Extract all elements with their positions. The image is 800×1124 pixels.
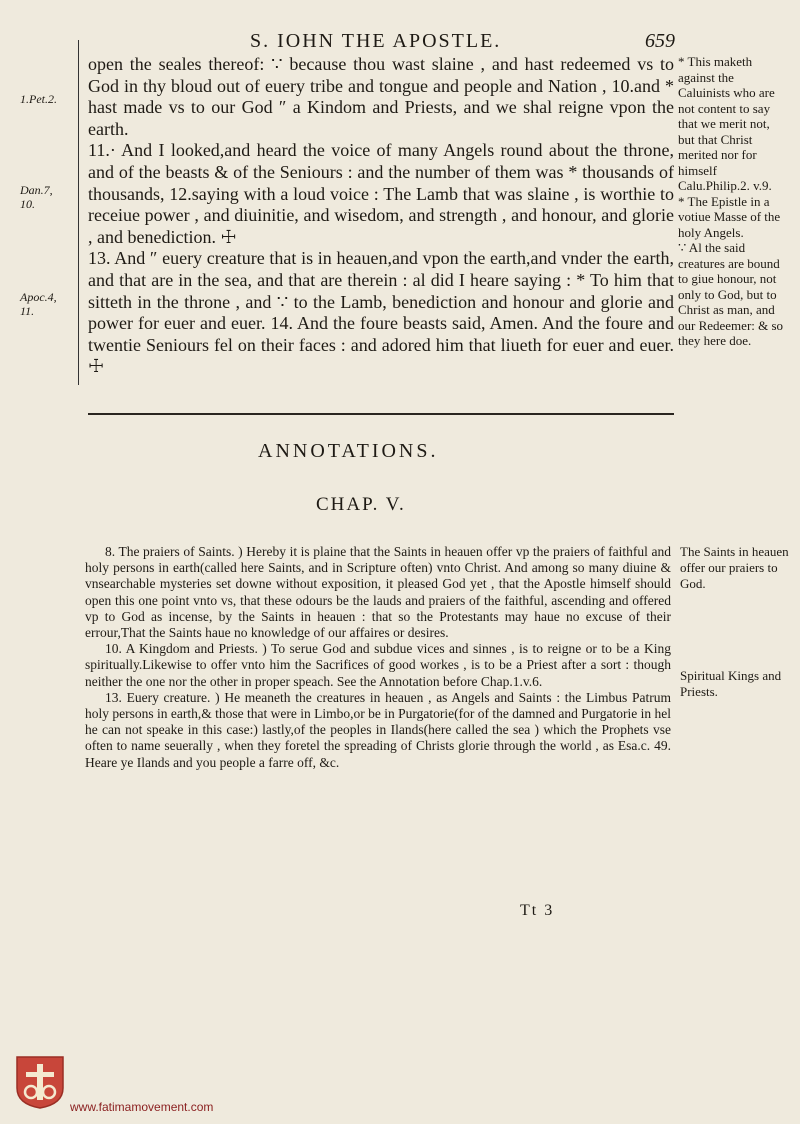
website-link[interactable]: www.fatimamovement.com: [70, 1100, 214, 1114]
running-title: S. IOHN THE APOSTLE.: [250, 30, 502, 52]
annotation-margin-note: Spiritual Kings and Priests.: [680, 668, 782, 699]
right-note: * This maketh against the Caluinists who are not content to say that we merit not, but that Christ merited nor for himself Calu.Philip.2. v.9.: [678, 54, 775, 193]
annotations-body: [85, 544, 671, 771]
left-margin-note-3: Apoc.4, 11.: [20, 290, 57, 318]
right-note: * The Epistle in a votiue Masse of the holy Angels.: [678, 193, 781, 240]
scripture-text: [88, 54, 674, 378]
catchword: Tt 3: [520, 902, 555, 919]
page-number: 659: [645, 30, 675, 52]
annotation-10: 10. A Kingdom and Priests. ) To serue God and subdue vices and sinnes , is to reigne or to be a King spiritually.Likewise to offer vnto him the Sacrifices of good workes , is to be a Priest after a sort : though neither the one nor the other in proper speach. See the Annotation before Chap.1.v.6.: [85, 641, 671, 689]
annotation-13: 13. Euery creature. ) He meaneth the creatures in heauen , as Angels and Saints : the Limbus Patrum holy persons in earth,& those that were in Limbo,or be in Purgatorie(for of the damned and Purgatorie in hel he can not speake in this case:) lastly,of the peoples in Ilands(here called the sea ) which the Prophets vse often to name seuerally , when they foretel the spreading of Christs glorie through the world , as Esa.c. 49. Heare ye Ilands and you people a farre off, &c.: [85, 689, 671, 770]
verse-paragraph: 11.· And I looked,and heard the voice of many Angels round about the throne, and of the beasts & of the Seniours : and the number of them was * thousands of thousands, 12.saying with a loud voice : The Lamb that was slaine , is worthie to receiue power , and diuinitie, and wisedom, and strength , and honour, and glorie , and benediction. ☩: [88, 140, 674, 247]
right-margin-notes: [678, 54, 788, 349]
chapter-heading: CHAP. V.: [316, 494, 406, 515]
section-divider: [88, 413, 674, 415]
annotations-title: ANNOTATIONS.: [258, 440, 439, 462]
left-margin-note-1: 1.Pet.2.: [20, 92, 57, 106]
right-note: ∵ Al the said creatures are bound to giue honour, not only to God, but to Christ as man, and our Redeemer: & so they here doe.: [678, 240, 784, 348]
verse-paragraph: open the seales thereof: ∵ because thou wast slaine , and hast redeemed vs to God in thy bloud out of euery tribe and tongue and people and Nation , 10.and * hast made vs to our God ″ a Kindom and Priests, and we shal reigne vpon the earth.: [88, 54, 674, 139]
fatima-shield-logo: [14, 1054, 66, 1110]
annotation-8: 8. The praiers of Saints. ) Hereby it is plaine that the Saints in heauen offer vp the praiers of faithful and holy persons in earth(called here Saints, and in Scripture often) vnto Christ. And among so many diuine & vnsearchable mysteries set downe without exposition, it pleased God yet , that the Apostle himself should open this one point vnto vs, that these odours be the lauds and praiers of the faithful, ascending and offered vp to God as incense, by the Saints in heauen : that so the Protestants may haue no excuse of their errour,That the Saints haue no knowledge of our affaires or desires.: [85, 544, 671, 641]
annotation-margin-note: The Saints in heauen offer our praiers to God.: [680, 544, 789, 591]
margin-rule: [78, 40, 79, 385]
verse-paragraph: 13. And ″ euery creature that is in heauen,and vpon the earth,and vnder the earth, and that are in the sea, and that are therein : al did I heare saying : * To him that sitteth in the throne , and ∵ to the Lamb, benediction and honour and glorie and power for euer and euer. 14. And the foure beasts said, Amen. And the foure and twentie Seniours fel on their faces : and adored him that liueth for euer and euer. ☩: [88, 248, 674, 377]
left-margin-note-2: Dan.7, 10.: [20, 183, 53, 211]
